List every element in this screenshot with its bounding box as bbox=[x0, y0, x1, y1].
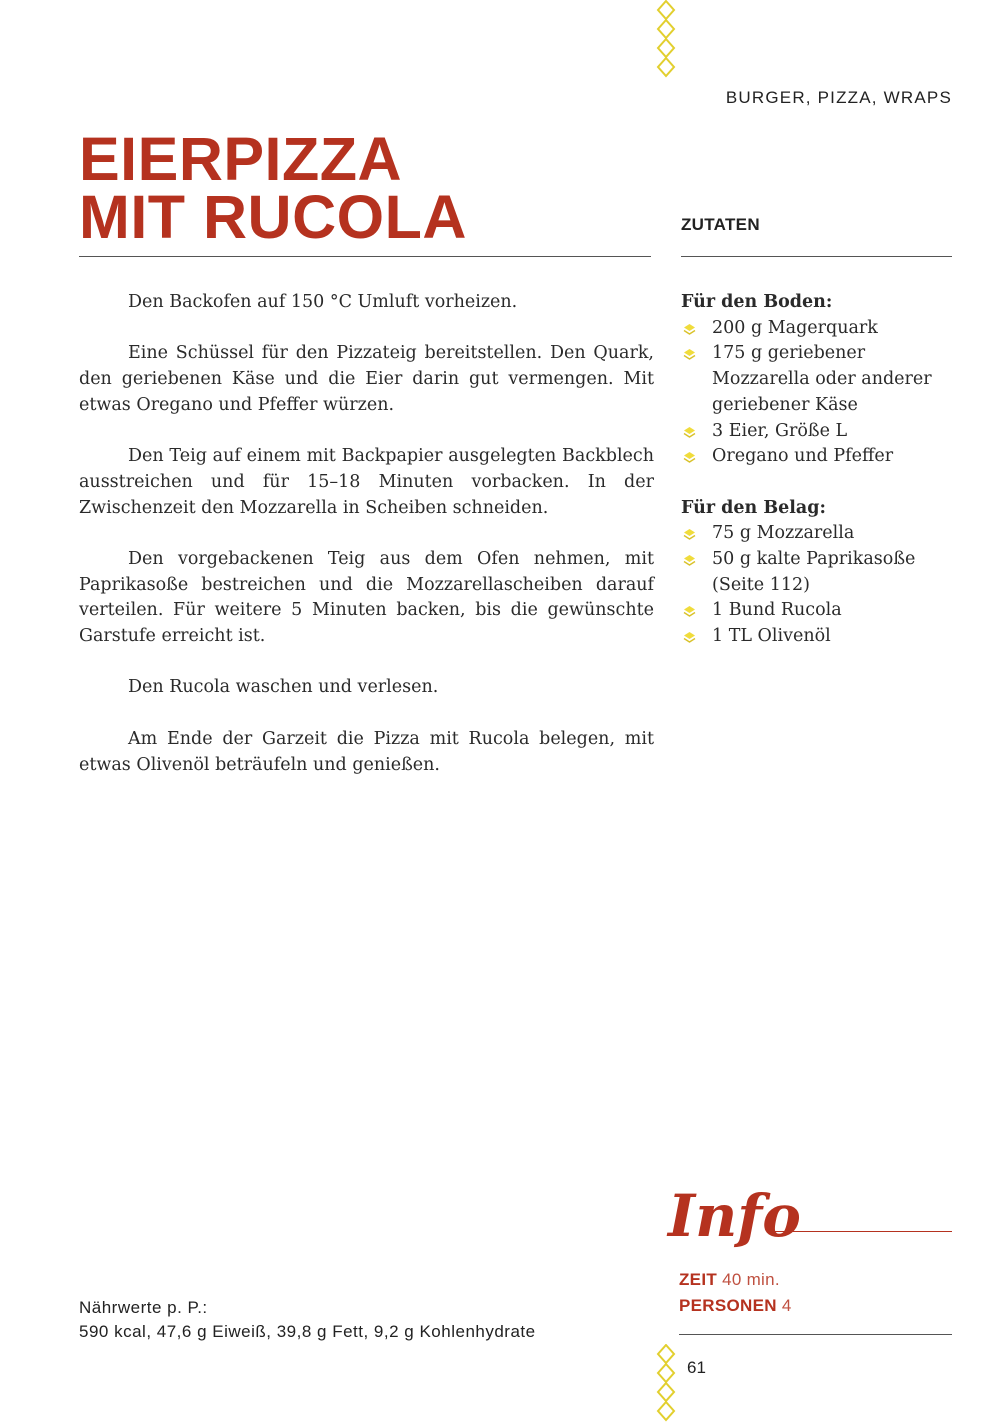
info-box bbox=[679, 1267, 792, 1319]
ingredients-heading: ZUTATEN bbox=[681, 215, 760, 234]
ingredient-text: 175 g geriebener Mozzarella oder anderer geriebener Käse bbox=[712, 343, 932, 415]
ingredient-item bbox=[681, 341, 961, 418]
info-personen-value: 4 bbox=[781, 1296, 792, 1315]
info-divider bbox=[770, 1231, 952, 1232]
info-zeit-label: ZEIT bbox=[679, 1270, 718, 1289]
ingredient-group-title: Für den Belag: bbox=[681, 497, 826, 518]
instruction-step: Eine Schüssel für den Pizzateig bereitstellen. Den Quark, den geriebenen Käse und die Eier darin gut vermengen. Mit etwas Oregano und Pfeffer würzen. bbox=[79, 343, 654, 415]
info-zeit-value: 40 min. bbox=[722, 1270, 780, 1289]
diamond-chain-ornament-icon bbox=[656, 1344, 676, 1424]
ingredient-group-title: Für den Boden: bbox=[681, 292, 833, 312]
instruction-step: Am Ende der Garzeit die Pizza mit Rucola belegen, mit etwas Olivenöl beträufeln und genießen. bbox=[79, 728, 654, 775]
recipe-title bbox=[79, 125, 679, 251]
ingredient-text: 1 TL Olivenöl bbox=[712, 626, 831, 647]
info-heading bbox=[664, 1176, 804, 1256]
diamond-chain-ornament-icon bbox=[656, 0, 676, 78]
yellow-diamond-bullet-icon bbox=[683, 348, 696, 361]
title-divider bbox=[79, 256, 651, 257]
ingredient-item bbox=[681, 444, 961, 470]
ingredient-item bbox=[681, 624, 961, 650]
nutrition-label: Nährwerte p. P.: bbox=[79, 1298, 208, 1317]
ingredient-text: 200 g Magerquark bbox=[712, 317, 878, 338]
info-bottom-divider bbox=[679, 1334, 952, 1335]
info-personen-row bbox=[679, 1293, 792, 1319]
ingredient-text: 50 g kalte Paprikasoße (Seite 112) bbox=[712, 549, 916, 595]
nutrition-info bbox=[79, 1296, 536, 1344]
ingredient-item bbox=[681, 316, 961, 342]
ingredient-item bbox=[681, 547, 961, 598]
yellow-diamond-bullet-icon bbox=[683, 323, 696, 336]
instruction-step: Den Teig auf einem mit Backpapier ausgelegten Backblech ausstreichen und für 15–18 Minuten vorbacken. In der Zwischenzeit den Mozzarella in Scheiben schneiden. bbox=[79, 446, 654, 518]
ingredients-divider bbox=[681, 256, 952, 257]
ingredient-group bbox=[681, 316, 961, 470]
ingredients-list bbox=[681, 290, 961, 676]
ingredient-group bbox=[681, 521, 961, 650]
ingredient-item bbox=[681, 419, 961, 445]
yellow-diamond-bullet-icon bbox=[683, 528, 696, 541]
yellow-diamond-bullet-icon bbox=[683, 554, 696, 567]
nutrition-values: 590 kcal, 47,6 g Eiweiß, 39,8 g Fett, 9,2 g Kohlenhydrate bbox=[79, 1322, 536, 1341]
page-number: 61 bbox=[687, 1358, 706, 1377]
section-label: BURGER, PIZZA, WRAPS bbox=[725, 88, 952, 107]
title-line-2: MIT RUCOLA bbox=[79, 183, 467, 251]
ingredient-item bbox=[681, 521, 961, 547]
yellow-diamond-bullet-icon bbox=[683, 605, 696, 618]
yellow-diamond-bullet-icon bbox=[683, 631, 696, 644]
instruction-step: Den vorgebackenen Teig aus dem Ofen nehmen, mit Paprikasoße bestreichen und die Mozzarellascheiben darauf verteilen. Für weitere 5 Minuten backen, bis die gewünschte Garstufe erreicht ist. bbox=[79, 548, 654, 647]
info-title: Info bbox=[668, 1182, 801, 1250]
info-zeit-row bbox=[679, 1267, 792, 1293]
yellow-diamond-bullet-icon bbox=[683, 451, 696, 464]
instruction-step: Den Backofen auf 150 °C Umluft vorheizen. bbox=[128, 292, 518, 312]
title-line-1: EIERPIZZA bbox=[79, 125, 403, 193]
instruction-step: Den Rucola waschen und verlesen. bbox=[128, 677, 439, 698]
instructions bbox=[79, 290, 654, 804]
ingredient-text: Oregano und Pfeffer bbox=[712, 446, 894, 467]
ingredient-text: 75 g Mozzarella bbox=[712, 523, 855, 544]
ingredient-text: 1 Bund Rucola bbox=[712, 600, 842, 621]
info-personen-label: PERSONEN bbox=[679, 1296, 777, 1315]
ingredient-text: 3 Eier, Größe L bbox=[712, 420, 848, 441]
ingredient-item bbox=[681, 598, 961, 624]
yellow-diamond-bullet-icon bbox=[683, 426, 696, 439]
